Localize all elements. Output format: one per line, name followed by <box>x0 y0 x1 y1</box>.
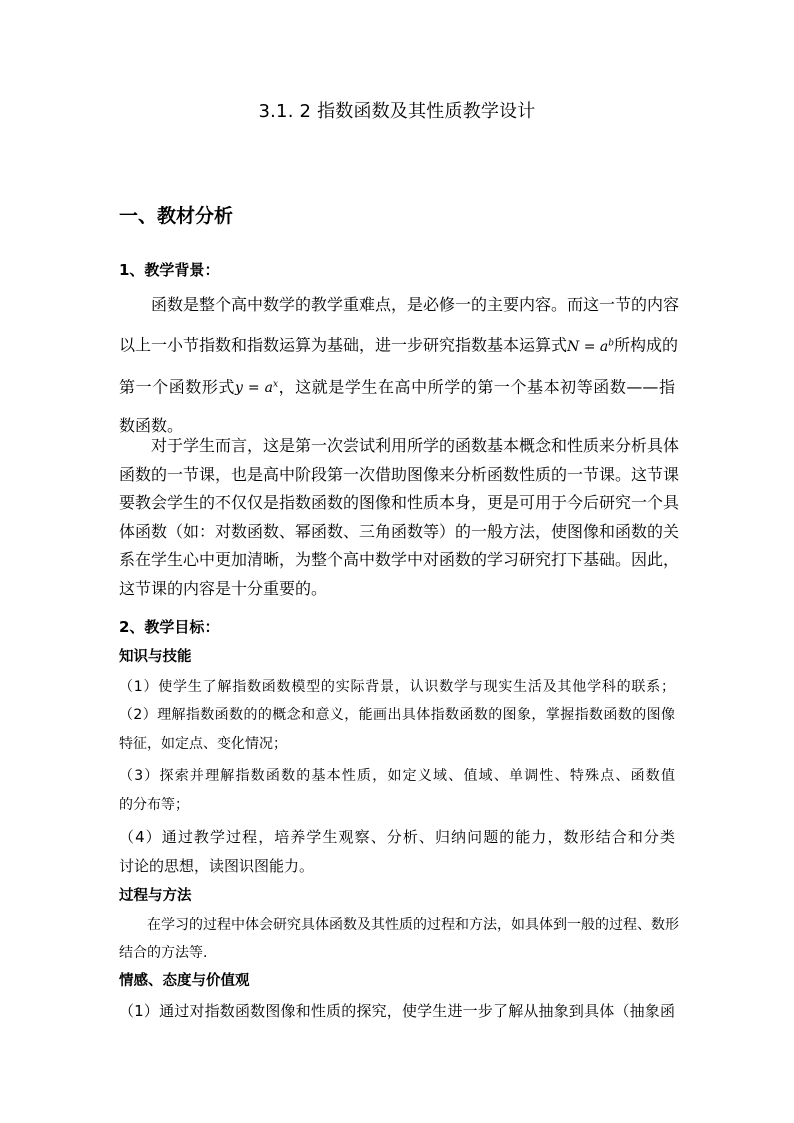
subsection-heading-goals: 2、教学目标： <box>119 618 220 636</box>
paragraph-line: 结合的方法等. <box>119 945 208 961</box>
paragraph-line: 函数是整个高中数学的教学重难点，是必修一的主要内容。而这一节的内容 <box>151 295 680 314</box>
paragraph-line <box>119 366 675 408</box>
list-item-line: （1）使学生了解指数函数模型的实际背景，认识数学与现实生活及其他学科的联系； <box>119 679 675 695</box>
list-item-line: （3）探索并理解指数函数的基本性质，如定义域、值域、单调性、特殊点、函数值 <box>119 768 675 784</box>
knowledge-item-1 <box>119 674 675 700</box>
formula-text: N = a <box>567 338 609 355</box>
paragraph-line: 这节课的内容是十分重要的。 <box>119 578 328 598</box>
list-item-line: 特征，如定点、变化情况； <box>119 736 287 752</box>
list-item-line: 的分布等； <box>119 797 189 813</box>
text-segment: 第一个函数形式 <box>119 377 235 397</box>
process-paragraph <box>119 911 679 967</box>
document-title: 3.1. 2 指数函数及其性质教学设计 <box>258 101 536 122</box>
paragraph-line: 体函数（如：对数函数、幂函数、三角函数等）的一般方法，使图像和函数的关 <box>119 521 680 541</box>
emotion-item-1 <box>119 997 675 1025</box>
formula-superscript: x <box>272 379 279 390</box>
paragraph-line: 在学习的过程中体会研究具体函数及其性质的过程和方法，如具体到一般的过程、数形 <box>147 917 679 933</box>
knowledge-item-3 <box>119 762 675 820</box>
goal-heading-knowledge-skills: 知识与技能 <box>119 649 192 665</box>
knowledge-item-4 <box>119 823 675 881</box>
list-item-line: （1）通过对指数函数图像和性质的探究，使学生进一步了解从抽象到具体（抽象函 <box>119 1002 675 1020</box>
paragraph-line: 系在学生心中更加清晰，为整个高中数学中对函数的学习研究打下基础。因此， <box>119 550 680 569</box>
background-paragraph-1 <box>119 286 680 445</box>
text-segment: 以上一小节指数和指数运算为基础，进一步研究指数基本运算式 <box>119 335 568 355</box>
text-segment: ，这就是学生在高中所学的第一个基本初等函数——指 <box>278 377 675 397</box>
formula-y-equals-a-x <box>235 380 278 396</box>
knowledge-item-2 <box>119 701 675 759</box>
goal-heading-emotion-attitude-values: 情感、态度与价值观 <box>119 973 250 989</box>
section-heading-textbook-analysis: 一、教材分析 <box>119 205 234 227</box>
list-item-line: （2）理解指数函数的的概念和意义，能画出具体指数函数的图象，掌握指数函数的图像 <box>119 707 675 723</box>
formula-text: y = a <box>234 380 273 397</box>
paragraph-line: 函数的一节课，也是高中阶段第一次借助图像来分析函数性质的一节课。这节课 <box>119 464 680 484</box>
subsection-heading-background: 1、教学背景： <box>119 261 220 279</box>
paragraph-line: 要教会学生的不仅仅是指数函数的图像和性质本身，更是可用于今后研究一个具 <box>119 493 680 512</box>
goal-heading-process-methods: 过程与方法 <box>119 888 192 904</box>
paragraph-line: 对于学生而言，这是第一次尝试利用所学的函数基本概念和性质来分析具体 <box>151 436 680 455</box>
background-paragraph-2 <box>119 432 680 603</box>
formula-n-equals-a-b <box>567 339 614 355</box>
formula-superscript: b <box>608 338 615 348</box>
list-item-line: 讨论的思想，读图识图能力。 <box>119 857 315 875</box>
list-item-line: （4）通过教学过程，培养学生观察、分析、归纳问题的能力，数形结合和分类 <box>119 828 675 846</box>
text-segment: 所构成的 <box>614 335 679 355</box>
paragraph-line: 数函数。 <box>119 416 184 436</box>
paragraph-line <box>119 324 679 366</box>
